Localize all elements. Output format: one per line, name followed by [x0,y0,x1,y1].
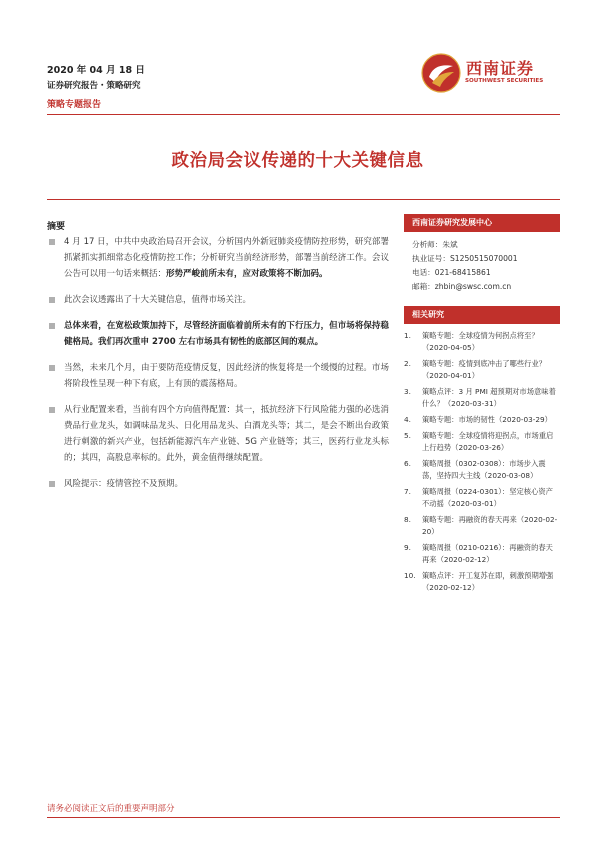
related-research-header: 相关研究 [404,306,560,324]
analyst-phone: 电话：021-68415861 [412,268,491,277]
abstract-heading: 摘要 [47,222,66,232]
related-item[interactable]: 3. 策略点评：3 月 PMI 超预期对市场意味着什么？（2020-03-31） [404,387,556,408]
title-divider [47,199,560,200]
abstract-bullet: 总体来看，在宽松政策加持下，尽管经济面临着前所未有的下行压力，但市场将保持稳健格局。我们再次重申 2700 左右市场具有韧性的底部区间的观点。 [47,318,389,350]
report-type: 证券研究报告・策略研究 [47,81,141,91]
bullet-marker-icon [49,481,55,487]
abstract-body [47,234,389,502]
abstract-bullet: 从行业配置来看，当前有四个方向值得配置：其一，抵抗经济下行风险能力强的必选消费品行业龙头，如调味品龙头、日化用品龙头、白酒龙头等；其二，是会不断出台政策进行刺激的新兴产业，包括新能源汽车产业链、5G 产业链等；其三，医药行业龙头标的；其四，高股息率标的。此外，黄金值得继续配置。 [47,402,389,466]
bullet-marker-icon [49,239,55,245]
abstract-bullet: 4 月 17 日，中共中央政治局召开会议，分析国内外新冠肺炎疫情防控形势，研究部署抓紧抓实抓细常态化疫情防控工作；分析研究当前经济形势，部署当前经济工作。会议公告可以用一句话来概括：形势严峻前所未有，应对政策将不断加码。 [47,234,389,282]
related-item[interactable]: 8. 策略专题：再融资的春天再来（2020-02-20） [404,515,558,536]
bullet-marker-icon [49,365,55,371]
analyst-name: 分析师：朱斌 [412,240,458,249]
analyst-info [404,232,560,302]
related-item[interactable]: 10. 策略点评：开工复苏在即，刺激预期增强（2020-02-12） [404,571,554,592]
related-item[interactable]: 7. 策略周报（0224-0301）：坚定核心资产不动摇（2020-03-01） [404,487,553,508]
logo-emblem-icon [420,52,462,94]
research-center-header: 西南证券研究发展中心 [404,214,560,232]
header-divider [47,114,560,115]
bullet-marker-icon [49,407,55,413]
related-item[interactable]: 2. 策略专题：疫情到底冲击了哪些行业？（2020-04-01） [404,359,547,380]
related-item[interactable]: 9. 策略周报（0210-0216）：再融资的春天再来（2020-02-12） [404,543,553,564]
abstract-bullet: 风险提示：疫情管控不及预期。 [47,476,389,492]
report-subtype: 策略专题报告 [47,100,102,110]
related-item[interactable]: 4. 策略专题：市场的韧性（2020-03-29） [404,415,552,424]
logo-cn-text: 西南证券 [466,59,535,78]
sidebar [404,214,560,598]
report-date: 2020 年 04 月 18 日 [47,65,145,76]
related-item[interactable]: 1. 策略专题：全球疫情为何拐点将至？（2020-04-05） [404,331,539,352]
analyst-license: 执业证号：S1250515070001 [412,254,518,263]
page-title: 政治局会议传递的十大关键信息 [171,151,424,171]
logo-en-text: SOUTHWEST SECURITIES [465,78,544,84]
related-research-list [404,324,560,594]
analyst-email[interactable]: 邮箱：zhbin@swsc.com.cn [412,282,512,291]
related-item[interactable]: 6. 策略周报（0302-0308）：市场步入震荡，坚持四大主线（2020-03-08） [404,459,546,480]
company-logo [418,52,558,96]
abstract-bullet: 此次会议透露出了十大关键信息，值得市场关注。 [47,292,389,308]
related-item[interactable]: 5. 策略专题：全球疫情将迎拐点，市场重启上行趋势（2020-03-26） [404,431,554,452]
abstract-bullet: 当然，未来几个月，由于要防范疫情反复，因此经济的恢复将是一个缓慢的过程。市场将阶段性呈现一种下有底，上有顶的震荡格局。 [47,360,389,392]
bullet-marker-icon [49,297,55,303]
bullet-marker-icon [49,323,55,329]
footer-divider [47,817,560,818]
footer-disclaimer: 请务必阅读正文后的重要声明部分 [47,804,175,814]
